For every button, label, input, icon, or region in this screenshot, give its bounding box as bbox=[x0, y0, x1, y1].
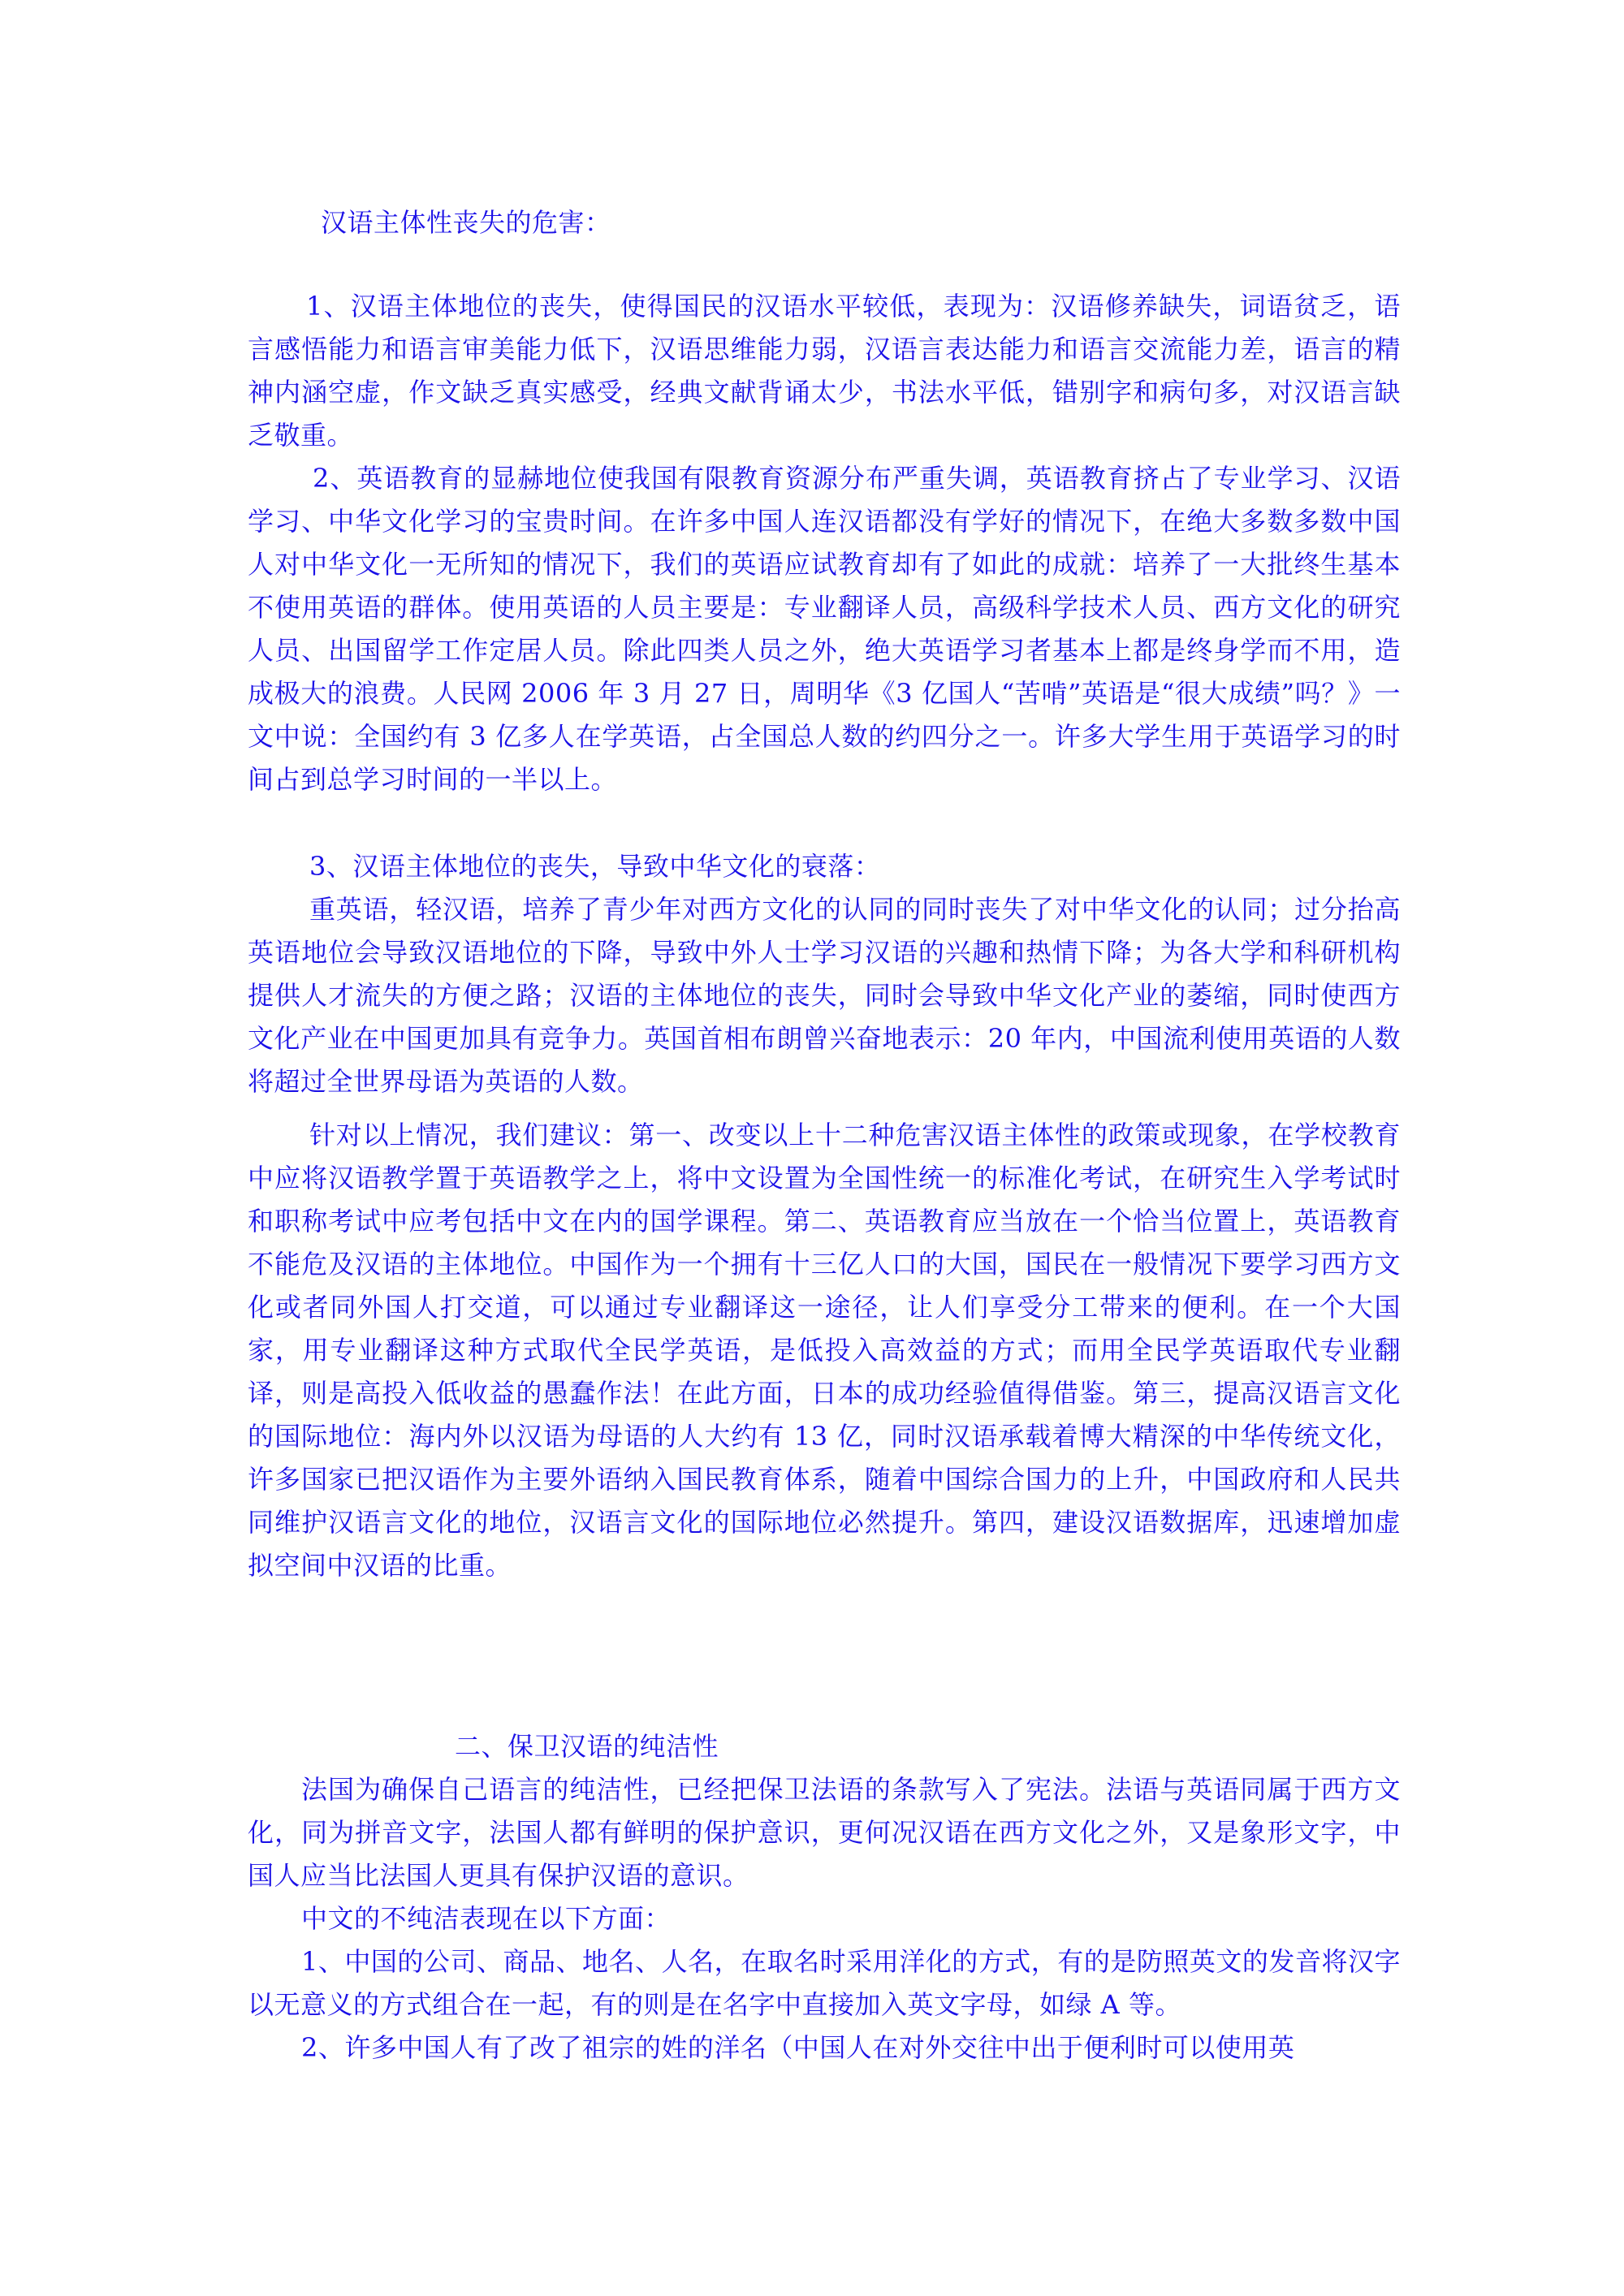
section1-paragraph-2: 2、英语教育的显赫地位使我国有限教育资源分布严重失调，英语教育挤占了专业学习、汉语学习、中华文化学习的宝贵时间。在许多中国人连汉语都没有学好的情况下，在绝大多数多数中国人对中华文化一无所知的情况下，我们的英语应试教育却有了如此的成就：培养了一大批终生基本不使用英语的群体。使用英语的人员主要是：专业翻译人员，高级科学技术人员、西方文化的研究人员、出国留学工作定居人员。除此四类人员之外，绝大英语学习者基本上都是终身学而不用，造成极大的浪费。人民网 2006 年 3 月 27 日，周明华《3 亿国人“苦啃”英语是“很大成绩”吗？》一文中说：全国约有 3 亿多人在学英语，占全国总人数的约四分之一。许多大学生用于英语学习的时间占到总学习时间的一半以上。 bbox=[248, 463, 1401, 795]
section2-title: 二、保卫汉语的纯洁性 bbox=[455, 1731, 719, 1762]
section1-paragraph-1: 1、汉语主体地位的丧失，使得国民的汉语水平较低，表现为：汉语修养缺失，词语贫乏，语言感悟能力和语言审美能力低下，汉语思维能力弱，汉语言表达能力和语言交流能力差，语言的精神内涵空虚，作文缺乏真实感受，经典文献背诵太少，书法水平低，错别字和病句多，对汉语言缺乏敬重。 bbox=[248, 291, 1401, 451]
section2-paragraph-2: 中文的不纯洁表现在以下方面： bbox=[301, 1903, 672, 1934]
section1-title: 汉语主体性丧失的危害： bbox=[321, 207, 611, 238]
section1-paragraph-5: 针对以上情况，我们建议：第一、改变以上十二种危害汉语主体性的政策或现象，在学校教育中应将汉语教学置于英语教学之上，将中文设置为全国性统一的标准化考试，在研究生入学考试时和职称考试中应考包括中文在内的国学课程。第二、英语教育应当放在一个恰当位置上，英语教育不能危及汉语的主体地位。中国作为一个拥有十三亿人口的大国，国民在一般情况下要学习西方文化或者同外国人打交道，可以通过专业翻译这一途径，让人们享受分工带来的便利。在一个大国家，用专业翻译这种方式取代全民学英语，是低投入高效益的方式；而用全民学英语取代专业翻译，则是高投入低收益的愚蠢作法！在此方面，日本的成功经验值得借鉴。第三，提高汉语言文化的国际地位：海内外以汉语为母语的人大约有 13 亿，同时汉语承载着博大精深的中华传统文化，许多国家已把汉语作为主要外语纳入国民教育体系，随着中国综合国力的上升，中国政府和人民共同维护汉语言文化的地位，汉语言文化的国际地位必然提升。第四，建设汉语数据库，迅速增加虚拟空间中汉语的比重。 bbox=[248, 1120, 1401, 1581]
section2-paragraph-4: 2、许多中国人有了改了祖宗的姓的洋名（中国人在对外交往中出于便利时可以使用英 bbox=[301, 2032, 1295, 2063]
section1-paragraph-3: 3、汉语主体地位的丧失，导致中华文化的衰落： bbox=[309, 851, 881, 882]
section2-paragraph-3: 1、中国的公司、商品、地名、人名，在取名时采用洋化的方式，有的是防照英文的发音将汉字以无意义的方式组合在一起，有的则是在名字中直接加入英文字母，如绿 A 等。 bbox=[248, 1946, 1401, 2020]
section2-paragraph-1: 法国为确保自己语言的纯洁性，已经把保卫法语的条款写入了宪法。法语与英语同属于西方文化，同为拼音文字，法国人都有鲜明的保护意识，更何况汉语在西方文化之外，又是象形文字，中国人应当比法国人更具有保护汉语的意识。 bbox=[248, 1774, 1401, 1891]
section1-paragraph-4: 重英语，轻汉语，培养了青少年对西方文化的认同的同时丧失了对中华文化的认同；过分抬高英语地位会导致汉语地位的下降，导致中外人士学习汉语的兴趣和热情下降；为各大学和科研机构提供人才流失的方便之路；汉语的主体地位的丧失，同时会导致中华文化产业的萎缩，同时使西方文化产业在中国更加具有竞争力。英国首相布朗曾兴奋地表示：20 年内，中国流利使用英语的人数将超过全世界母语为英语的人数。 bbox=[248, 894, 1401, 1097]
